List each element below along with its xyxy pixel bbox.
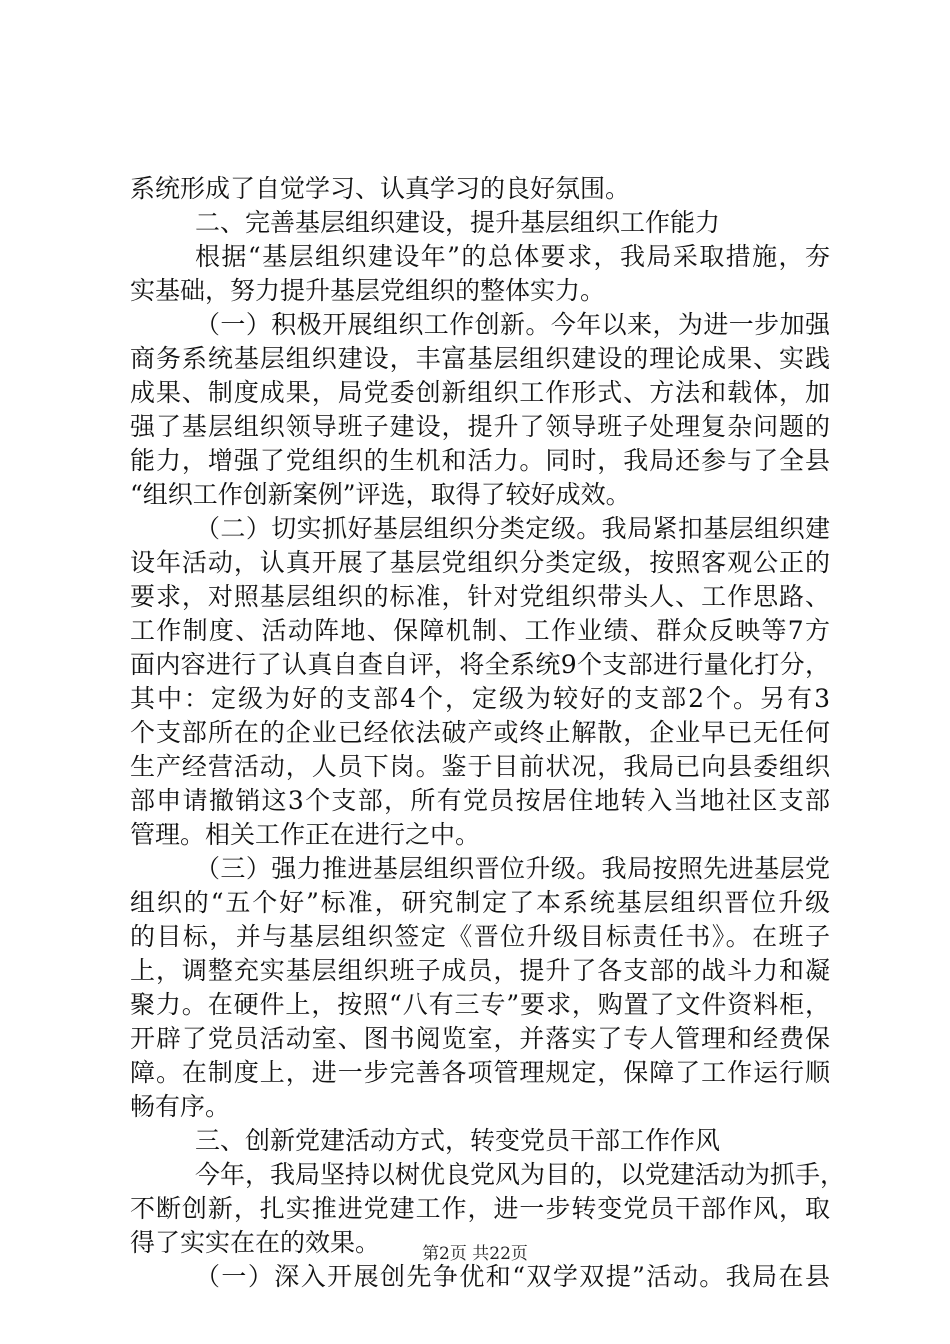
text-line: 设年活动，认真开展了基层党组织分类定级，按照客观公正的 xyxy=(130,548,830,577)
text-line: 上，调整充实基层组织班子成员，提升了各支部的战斗力和凝 xyxy=(130,956,830,985)
text-line: （一）深入开展创先争优和“双学双提”活动。我局在县 xyxy=(195,1262,830,1291)
text-line: 生产经营活动，人员下岗。鉴于目前状况，我局已向县委组织 xyxy=(130,752,830,781)
text-line: 要求，对照基层组织的标准，针对党组织带头人、工作思路、 xyxy=(130,582,830,611)
text-line: 三、创新党建活动方式，转变党员干部工作作风 xyxy=(195,1126,721,1155)
text-line: 的目标，并与基层组织签定《晋位升级目标责任书》。在班子 xyxy=(130,922,830,951)
text-line: （三）强力推进基层组织晋位升级。我局按照先进基层党 xyxy=(195,854,830,883)
page-footer: 第2页 共22页 xyxy=(422,1244,528,1264)
text-line: 商务系统基层组织建设，丰富基层组织建设的理论成果、实践 xyxy=(130,344,830,373)
text-line: 成果、制度成果，局党委创新组织工作形式、方法和载体，加 xyxy=(130,378,830,407)
text-line: 工作制度、活动阵地、保障机制、工作业绩、群众反映等7方 xyxy=(130,616,830,645)
text-line: 不断创新，扎实推进党建工作，进一步转变党员干部作风，取 xyxy=(130,1194,830,1223)
text-line: 得了实实在在的效果。 xyxy=(130,1228,381,1257)
text-line: 开辟了党员活动室、图书阅览室，并落实了专人管理和经费保 xyxy=(130,1024,830,1053)
text-line: 实基础，努力提升基层党组织的整体实力。 xyxy=(130,276,606,305)
text-line: 管理。相关工作正在进行之中。 xyxy=(130,820,481,849)
text-line: （一）积极开展组织工作创新。今年以来，为进一步加强 xyxy=(195,310,830,339)
text-line: 组织的“五个好”标准，研究制定了本系统基层组织晋位升级 xyxy=(130,888,830,917)
text-line: 面内容进行了认真自查自评，将全系统9个支部进行量化打分， xyxy=(130,650,830,679)
text-line: 强了基层组织领导班子建设，提升了领导班子处理复杂问题的 xyxy=(130,412,830,441)
text-line: 今年，我局坚持以树优良党风为目的，以党建活动为抓手， xyxy=(195,1160,846,1189)
text-line: 系统形成了自觉学习、认真学习的良好氛围。 xyxy=(130,174,631,203)
text-line: 二、完善基层组织建设，提升基层组织工作能力 xyxy=(195,208,721,237)
body-text xyxy=(130,172,846,1294)
text-line: 障。在制度上，进一步完善各项管理规定，保障了工作运行顺 xyxy=(130,1058,830,1087)
text-line: 根据“基层组织建设年”的总体要求，我局采取措施，夯 xyxy=(195,242,830,271)
text-line: 部申请撤销这3个支部，所有党员按居住地转入当地社区支部 xyxy=(130,786,830,815)
text-line: 畅有序。 xyxy=(130,1092,231,1121)
text-line: 聚力。在硬件上，按照“八有三专”要求，购置了文件资料柜， xyxy=(130,990,830,1019)
text-line: （二）切实抓好基层组织分类定级。我局紧扣基层组织建 xyxy=(195,514,830,543)
text-line: 个支部所在的企业已经依法破产或终止解散，企业早已无任何 xyxy=(130,718,830,747)
text-line: “组织工作创新案例”评选，取得了较好成效。 xyxy=(130,480,631,509)
text-line: 能力，增强了党组织的生机和活力。同时，我局还参与了全县 xyxy=(130,446,830,475)
text-line: 其中：定级为好的支部4个，定级为较好的支部2个。另有3 xyxy=(130,684,830,713)
